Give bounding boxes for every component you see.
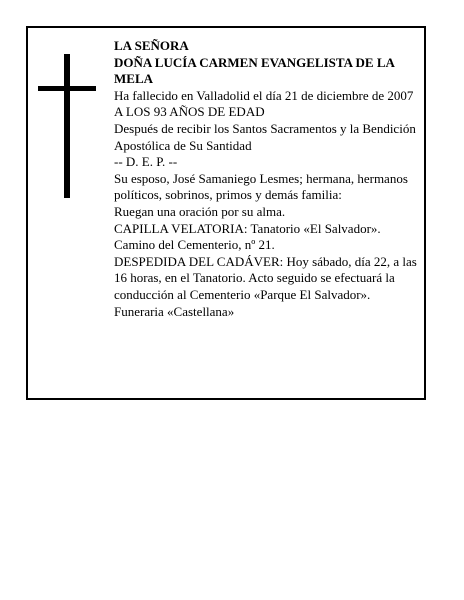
obituary-text [114, 38, 418, 320]
death-date-line: Ha fallecido en Valladolid el día 21 de diciembre de 2007 [114, 87, 414, 103]
deceased-title: LA SEÑORA [114, 38, 189, 53]
cross-horizontal-bar [38, 86, 96, 91]
family-line: Su esposo, José Samaniego Lesmes; hermana, hermanos políticos, sobrinos, primos y demás familia: [114, 170, 408, 203]
cross-vertical-bar [64, 54, 70, 198]
sacraments-line: Después de recibir los Santos Sacramentos y la Bendición Apostólica de Su Santidad [114, 120, 416, 153]
age-line: A LOS 93 AÑOS DE EDAD [114, 104, 265, 120]
prayer-line: Ruegan una oración por su alma. [114, 203, 286, 219]
funeral-home-line: Funeraria «Castellana» [114, 303, 235, 319]
farewell-line: DESPEDIDA DEL CADÁVER: Hoy sábado, día 22, a las 16 horas, en el Tanatorio. Acto seguido se efectuará la conducción al Cementerio «Parque El Salvador». [114, 253, 417, 302]
rip-line: -- D. E. P. -- [114, 154, 178, 170]
chapel-line: CAPILLA VELATORIA: Tanatorio «El Salvador». Camino del Cementerio, nº 21. [114, 220, 381, 253]
cross-icon [38, 54, 98, 198]
deceased-name: DOÑA LUCÍA CARMEN EVANGELISTA DE LA MELA [114, 54, 395, 87]
